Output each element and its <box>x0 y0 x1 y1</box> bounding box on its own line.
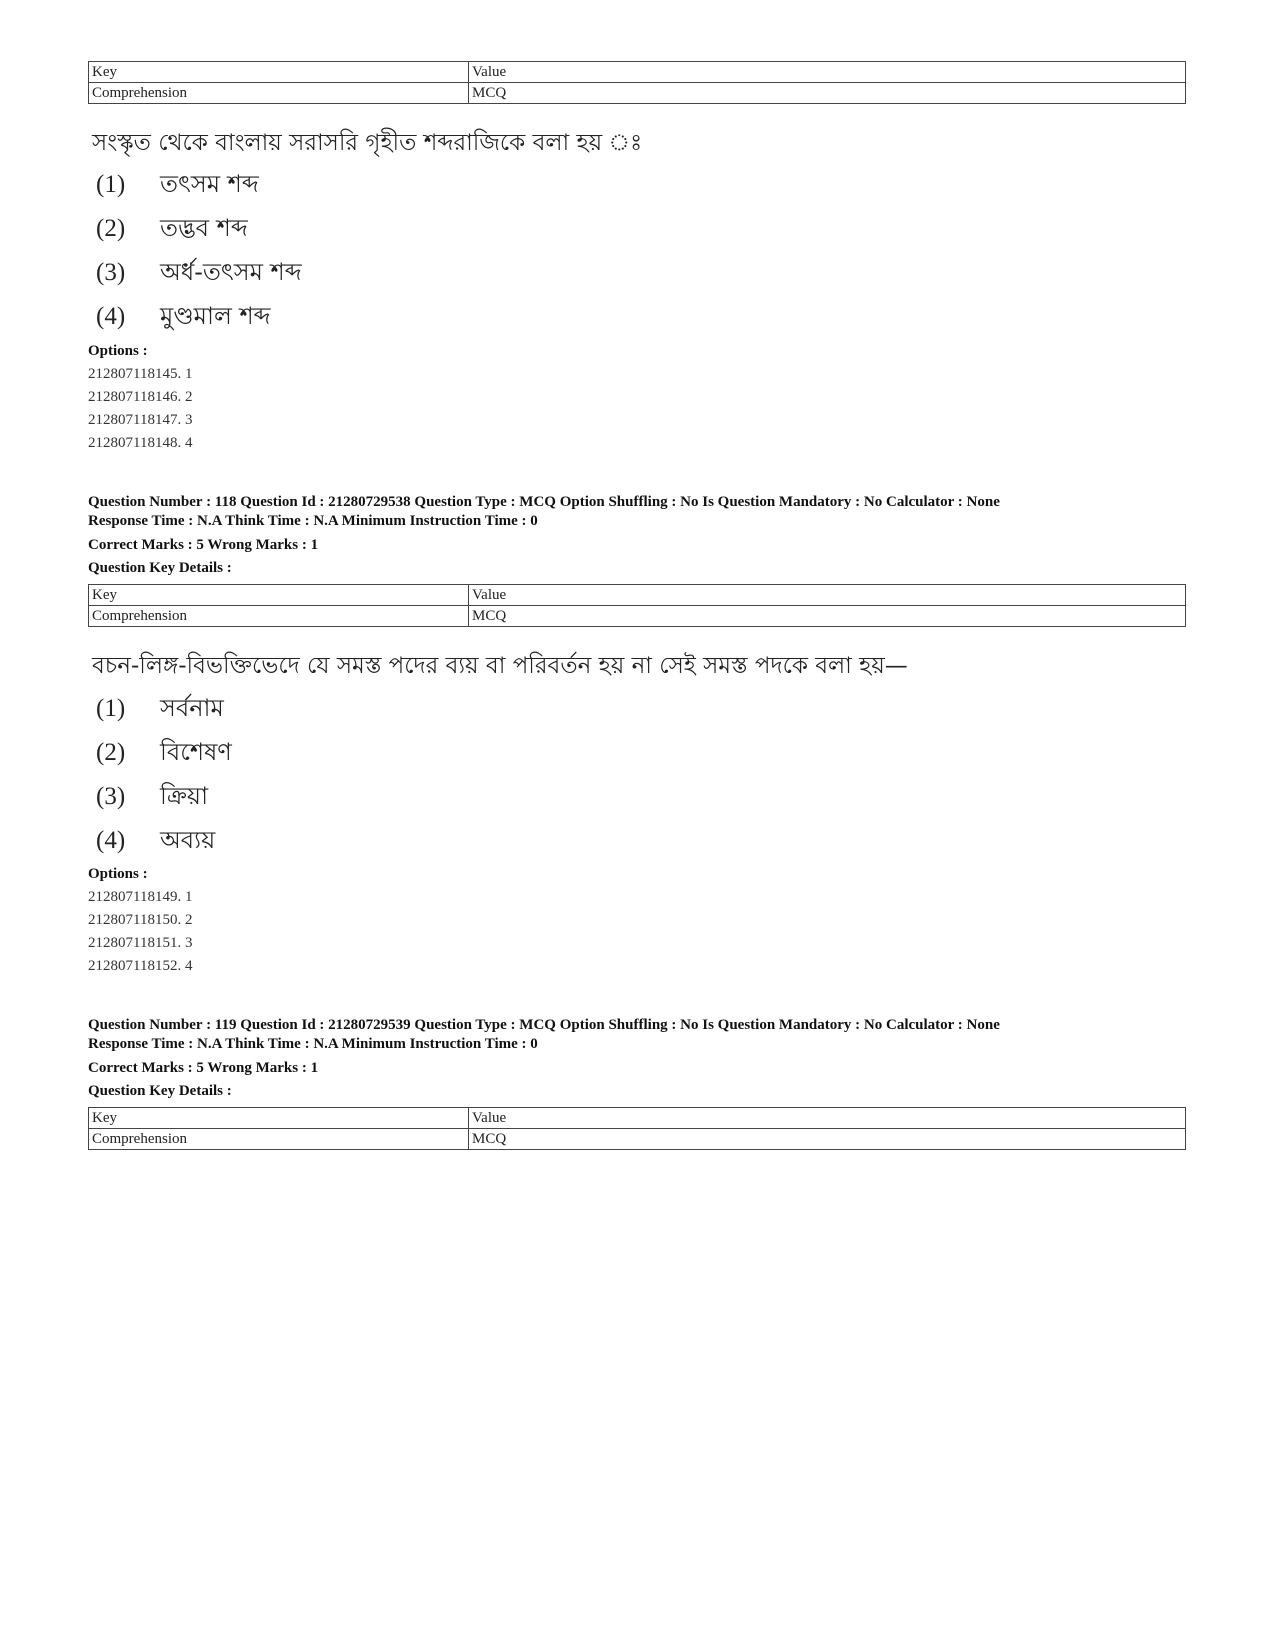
option-id: 212807118150. 2 <box>88 912 193 928</box>
option-text: তৎসম শব্দ <box>160 170 259 198</box>
option-number: (1) <box>96 171 126 198</box>
option-number: (1) <box>96 695 126 722</box>
key-cell: Comprehension <box>89 83 469 104</box>
question-key-table <box>88 1107 1186 1150</box>
key-header: Key <box>89 62 469 83</box>
question-meta: Question Number : 118 Question Id : 21280729538 Question Type : MCQ Option Shuffling : No Is Question Mandatory : No Calculator : None <box>88 494 1000 510</box>
question-meta-timing: Response Time : N.A Think Time : N.A Minimum Instruction Time : 0 <box>88 1036 538 1052</box>
option-text: তদ্ভব শব্দ <box>160 214 248 242</box>
question-key-details-label: Question Key Details : <box>88 1083 232 1099</box>
question-key-details-label: Question Key Details : <box>88 560 232 576</box>
option-text: ক্রিয়া <box>160 782 209 810</box>
option-2 <box>96 734 232 774</box>
option-number: (2) <box>96 215 126 242</box>
option-id: 212807118149. 1 <box>88 889 193 905</box>
value-cell: MCQ <box>469 606 1186 627</box>
key-cell: Comprehension <box>89 606 469 627</box>
value-header: Value <box>469 1108 1186 1129</box>
option-3 <box>96 254 302 294</box>
value-cell: MCQ <box>469 1129 1186 1150</box>
option-4 <box>96 822 215 862</box>
question-meta: Question Number : 119 Question Id : 21280729539 Question Type : MCQ Option Shuffling : No Is Question Mandatory : No Calculator : None <box>88 1017 1000 1033</box>
options-label: Options : <box>88 343 148 359</box>
question-marks: Correct Marks : 5 Wrong Marks : 1 <box>88 537 319 553</box>
option-number: (3) <box>96 783 126 810</box>
option-1 <box>96 690 224 730</box>
option-id: 212807118151. 3 <box>88 935 193 951</box>
key-header: Key <box>89 585 469 606</box>
option-id: 212807118147. 3 <box>88 412 193 428</box>
option-id: 212807118146. 2 <box>88 389 193 405</box>
option-id: 212807118148. 4 <box>88 435 193 451</box>
option-number: (3) <box>96 259 126 286</box>
option-text: অব্যয় <box>160 826 216 854</box>
key-header: Key <box>89 1108 469 1129</box>
options-label: Options : <box>88 866 148 882</box>
question-marks: Correct Marks : 5 Wrong Marks : 1 <box>88 1060 319 1076</box>
option-text: মুণ্ডমাল শব্দ <box>160 302 271 330</box>
option-3 <box>96 778 208 818</box>
option-number: (4) <box>96 303 126 330</box>
option-id: 212807118152. 4 <box>88 958 193 974</box>
key-cell: Comprehension <box>89 1129 469 1150</box>
question-key-table <box>88 61 1186 104</box>
value-cell: MCQ <box>469 83 1186 104</box>
value-header: Value <box>469 585 1186 606</box>
option-text: অর্ধ-তৎসম শব্দ <box>160 258 302 286</box>
option-1 <box>96 166 259 206</box>
option-id: 212807118145. 1 <box>88 366 193 382</box>
question-text: সংস্কৃত থেকে বাংলায় সরাসরি গৃহীত শব্দরাজিকে বলা হয় ঃ <box>92 130 643 156</box>
option-number: (4) <box>96 827 126 854</box>
option-number: (2) <box>96 739 126 766</box>
option-text: সর্বনাম <box>160 694 224 722</box>
value-header: Value <box>469 62 1186 83</box>
option-4 <box>96 298 271 338</box>
question-text: বচন-লিঙ্গ-বিভক্তিভেদে যে সমস্ত পদের ব্যয় বা পরিবর্তন হয় না সেই সমস্ত পদকে বলা হয়— <box>92 653 908 679</box>
question-key-table <box>88 584 1186 627</box>
question-meta-timing: Response Time : N.A Think Time : N.A Minimum Instruction Time : 0 <box>88 513 538 529</box>
option-text: বিশেষণ <box>160 738 232 766</box>
option-2 <box>96 210 248 250</box>
